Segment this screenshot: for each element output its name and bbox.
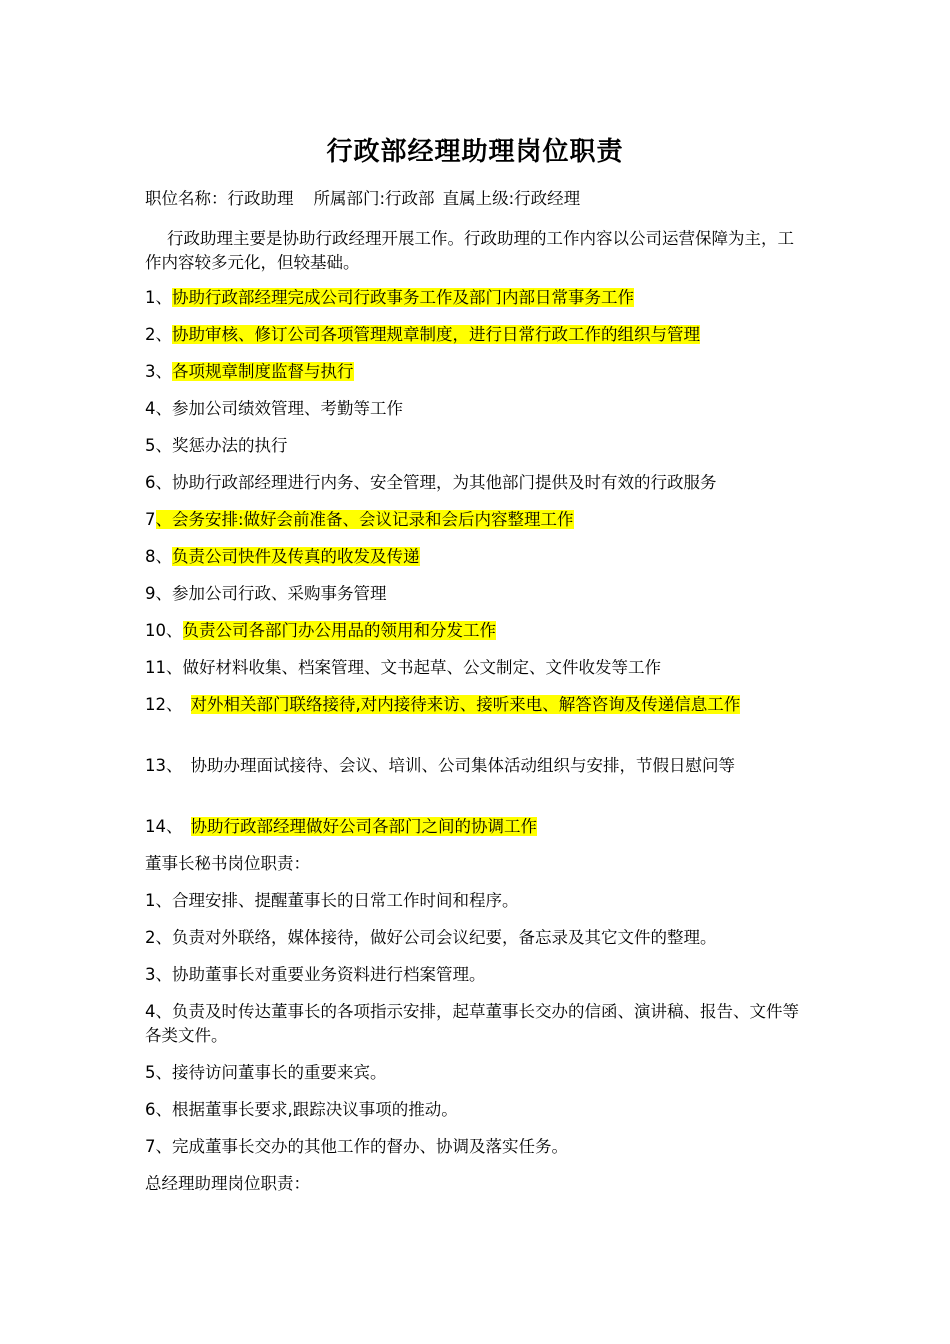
secretary-duty-item: 2、负责对外联络，媒体接待，做好公司会议纪要，备忘录及其它文件的整理。 <box>145 928 717 947</box>
admin-duty-item: 7、会务安排:做好会前准备、会议记录和会后内容整理工作 <box>145 510 574 529</box>
highlighted-text: 协助行政部经理做好公司各部门之间的协调工作 <box>190 817 537 836</box>
admin-duty-item: 6、协助行政部经理进行内务、安全管理，为其他部门提供及时有效的行政服务 <box>145 473 717 492</box>
admin-duty-item: 9、参加公司行政、采购事务管理 <box>145 584 387 603</box>
highlighted-text: 负责公司快件及传真的收发及传递 <box>172 547 420 566</box>
department-label: 所属部门:行政部 <box>313 189 435 208</box>
secretary-duty-item: 6、根据董事长要求,跟踪决议事项的推动。 <box>145 1100 458 1119</box>
secretary-duty-item: 7、完成董事长交办的其他工作的督办、协调及落实任务。 <box>145 1137 568 1156</box>
document-title: 行政部经理助理岗位职责 <box>326 137 624 167</box>
gm-section-heading: 总经理助理岗位职责： <box>145 1174 310 1193</box>
admin-duty-item: 13、 协助办理面试接待、会议、培训、公司集体活动组织与安排，节假日慰问等 <box>145 756 735 775</box>
intro-paragraph: 行政助理主要是协助行政经理开展工作。行政助理的工作内容以公司运营保障为主，工作内容较多元化，但较基础。 <box>145 229 794 272</box>
highlighted-text: 对外相关部门联络接待,对内接待来访、接听来电、解答咨询及传递信息工作 <box>190 695 741 714</box>
highlighted-text: 各项规章制度监督与执行 <box>172 362 354 381</box>
admin-duty-item: 3、各项规章制度监督与执行 <box>145 362 354 381</box>
admin-duty-item: 4、参加公司绩效管理、考勤等工作 <box>145 399 403 418</box>
admin-duty-item: 8、负责公司快件及传真的收发及传递 <box>145 547 420 566</box>
secretary-duty-item: 3、协助董事长对重要业务资料进行档案管理。 <box>145 965 486 984</box>
highlighted-text: 、会务安排:做好会前准备、会议记录和会后内容整理工作 <box>155 510 574 529</box>
admin-duty-item: 14、 协助行政部经理做好公司各部门之间的协调工作 <box>145 817 537 836</box>
admin-duty-item: 10、负责公司各部门办公用品的领用和分发工作 <box>145 621 496 640</box>
admin-duty-item: 1、协助行政部经理完成公司行政事务工作及部门内部日常事务工作 <box>145 288 634 307</box>
secretary-section-heading: 董事长秘书岗位职责： <box>145 854 310 873</box>
position-label: 职位名称：行政助理 <box>145 189 294 208</box>
admin-duty-item: 11、做好材料收集、档案管理、文书起草、公文制定、文件收发等工作 <box>145 658 661 677</box>
secretary-duty-item: 1、合理安排、提醒董事长的日常工作时间和程序。 <box>145 891 519 910</box>
highlighted-text: 协助审核、修订公司各项管理规章制度，进行日常行政工作的组织与管理 <box>172 325 700 344</box>
superior-label: 直属上级:行政经理 <box>442 189 581 208</box>
admin-duty-item: 2、协助审核、修订公司各项管理规章制度，进行日常行政工作的组织与管理 <box>145 325 700 344</box>
secretary-duty-item: 5、接待访问董事长的重要来宾。 <box>145 1063 387 1082</box>
admin-duty-item: 5、奖惩办法的执行 <box>145 436 288 455</box>
highlighted-text: 负责公司各部门办公用品的领用和分发工作 <box>182 621 496 640</box>
secretary-duty-item: 4、负责及时传达董事长的各项指示安排，起草董事长交办的信函、演讲稿、报告、文件等各类文件。 <box>145 1002 799 1045</box>
position-meta-line <box>145 187 810 211</box>
admin-duty-item: 12、 对外相关部门联络接待,对内接待来访、接听来电、解答咨询及传递信息工作 <box>145 695 741 714</box>
highlighted-text: 协助行政部经理完成公司行政事务工作及部门内部日常事务工作 <box>172 288 634 307</box>
